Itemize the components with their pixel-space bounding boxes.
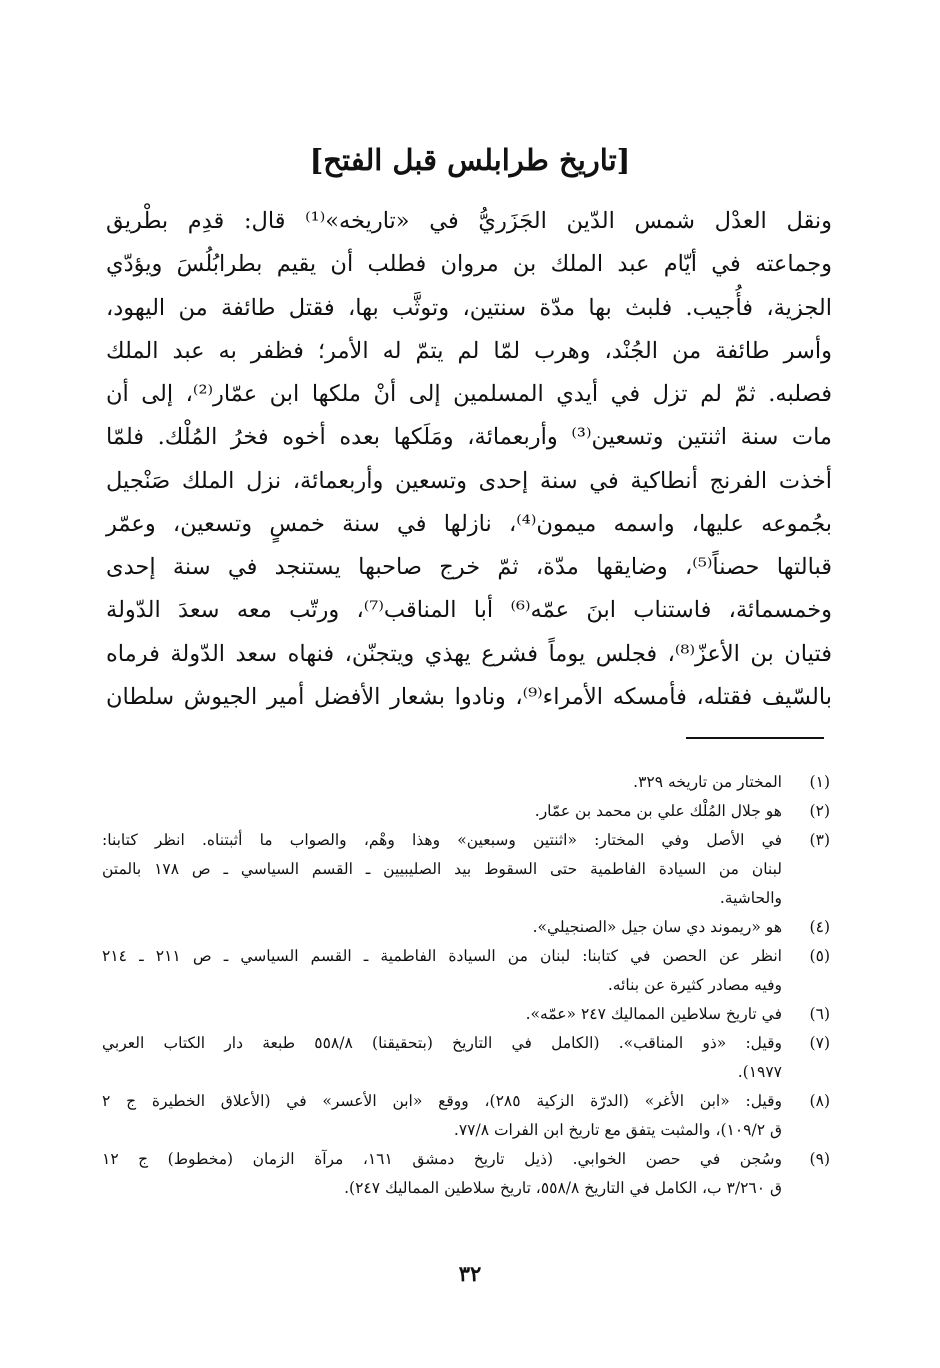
footnote [102,1145,830,1203]
footnote [102,1000,830,1029]
page-number: ٣٢ [458,1261,482,1286]
footnote-number: (٥) [809,947,830,965]
footnote-number: (٦) [809,1005,830,1023]
body-line: وخمسمائة، فاستناب ابنَ عمّه⁽⁶⁾ أبا المناقب⁽⁷⁾، ورتّب معه سعدَ الدّولة [106,597,832,624]
footnote-text [102,768,782,797]
footnote-number: (٣) [809,831,830,849]
body-line: فصلبه. ثمّ لم تزل في أيدي المسلمين إلى أنْ ملكها ابن عمّار⁽²⁾، إلى أن [106,381,832,407]
footnote [102,826,830,913]
footnote-number: (١) [809,773,830,791]
footnote-number: (٨) [809,1092,830,1110]
footnote [102,1087,830,1145]
footnote [102,913,830,942]
body-line: مات سنة اثنتين وتسعين⁽³⁾ وأربعمائة، ومَلَكها بعده أخوه فخرُ المُلْك. فلمّا [106,424,832,451]
body-line: ونقل العدْل شمس الدّين الجَزَريُّ في «تاريخه»⁽¹⁾ قال: قدِم بطْريق [106,208,832,234]
footnote-text [102,797,782,826]
footnote-text [102,1000,782,1029]
footnote-line: ق ١٠٩/٢)، والمثبت يتفق مع تاريخ ابن الفرات ٧٧/٨. [453,1121,782,1139]
footnote-number: (٩) [809,1150,830,1168]
footnote-line: وفيه مصادر كثيرة عن بنائه. [607,976,782,994]
body-line: وجماعته في أيّام عبد الملك بن مروان فطلب أن يقيم بطرابُلُسَ ويؤدّي [106,251,832,278]
footnote-line: في تاريخ سلاطين المماليك ٢٤٧ «عمّه». [525,1005,782,1023]
body-line: بالسّيف فقتله، فأمسكه الأمراء⁽⁹⁾، ونادوا بشعار الأفضل أمير الجيوش سلطان [106,683,832,710]
footnote-text [102,942,782,1000]
footnote-line: انظر عن الحصن في كتابنا: لبنان من السيادة الفاطمية ـ القسم السياسي ـ ص ٢١١ ـ ٢١٤ [102,947,782,965]
footnote-text [102,1145,782,1203]
footnote-line: في الأصل وفي المختار: «اثنتين وسبعين» وهذا وهْم، والصواب ما أثبتناه. انظر كتابنا: [102,831,782,849]
footnote-line: وقيل: «ابن الأغر» (الدرّة الزكية ٢٨٥)، ووقع «ابن الأعسر» في (الأعلاق الخطيرة ج ٢ [102,1092,783,1110]
footnote-text [102,913,782,942]
footnote-line: ق ٣/٢٦٠ ب، الكامل في التاريخ ٥٥٨/٨، تاريخ سلاطين المماليك ٢٤٧). [344,1179,782,1197]
body-line: قبالتها حصناً⁽⁵⁾، وضايقها مدّة، ثمّ خرج صاحبها يستنجد في سنة إحدى [106,554,832,580]
footnote-line: هو «ريموند دي سان جيل «الصنجيلي». [532,918,782,936]
body-line: فتيان بن الأعزّ⁽⁸⁾، فجلس يوماً فشرع يهذي ويتجنّن، فنهاه سعد الدّولة فرماه [106,640,832,667]
footnote [102,942,830,1000]
footnote-number: (٧) [809,1034,830,1052]
body-line: أخذت الفرنج أنطاكية في سنة إحدى وتسعين وأربعمائة، نزل الملك صَنْجيل [106,467,832,494]
footnote-line: هو جلال المُلْك علي بن محمد بن عمّار. [534,802,782,820]
footnote-line: ١٩٧٧). [737,1063,782,1081]
footnote-separator [686,737,824,739]
footnote [102,797,830,826]
footnote-line: والحاشية. [719,889,782,907]
body-line: الجزية، فأُجيب. فلبث بها مدّة سنتين، وتوثَّب بها، فقتل طائفة من اليهود، [106,294,832,321]
page-title: [تاريخ طرابلس قبل الفتح] [309,143,631,177]
footnote-line: المختار من تاريخه ٣٢٩. [633,773,782,791]
footnote-line: لبنان من السيادة الفاطمية حتى السقوط بيد الصليبيين ـ القسم السياسي ـ ص ١٧٨ بالمتن [102,860,783,878]
footnote-number: (٢) [809,802,830,820]
body-line: بجُموعه عليها، واسمه ميمون⁽⁴⁾، نازلها في سنة خمسٍ وتسعين، وعمّر [106,510,833,537]
body-line: وأسر طائفة من الجُنْد، وهرب لمّا لم يتمّ له الأمر؛ فظفر به عبد الملك [106,337,832,364]
footnote-line: وقيل: «ذو المناقب». (الكامل في التاريخ (بتحقيقنا) ٥٥٨/٨ طبعة دار الكتاب العربي [102,1034,782,1052]
footnote-text [102,826,782,913]
footnote-text [102,1087,782,1145]
main-text [106,200,832,719]
footnotes [102,768,830,1203]
footnote-line: وسُجن في حصن الخوابي. (ذيل تاريخ دمشق ١٦١، مرآة الزمان (مخطوط) ج ١٢ [102,1150,782,1168]
footnote-text [102,1029,782,1087]
footnote [102,1029,830,1087]
footnote [102,768,830,797]
footnote-number: (٤) [809,918,830,936]
